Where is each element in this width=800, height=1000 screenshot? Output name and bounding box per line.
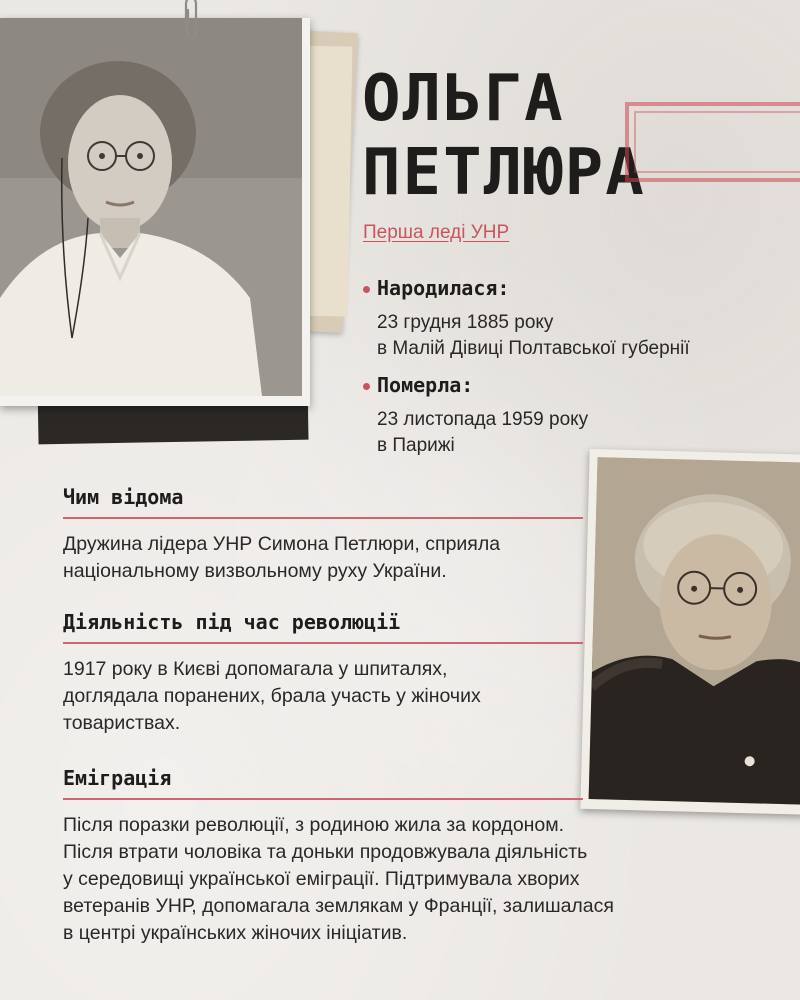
body-line: Дружина лідера УНР Симона Петлюри, сприяла [63, 533, 501, 555]
body-line: доглядала поранених, брала участь у жіночих [63, 685, 481, 707]
stamp-frame-inner [634, 111, 800, 173]
section-known-for [63, 485, 583, 585]
portrait-photo-older [580, 449, 800, 815]
section-divider [63, 642, 583, 644]
section-revolution [63, 610, 583, 737]
body-line: Після втрати чоловіка та доньки продовжувала діяльність [63, 841, 588, 863]
section-body [63, 812, 743, 947]
section-heading: Діяльність під час революції [63, 610, 401, 634]
body-line: в центрі українських жіночих ініціатив. [63, 922, 408, 944]
subtitle: Перша леді УНР [363, 222, 510, 243]
body-line: 1917 року в Києві допомагала у шпиталях, [63, 658, 448, 680]
body-line: Після поразки революції, з родиною жила за кордоном. [63, 814, 565, 836]
body-line: у середовищі української еміграції. Підтримувала хворих [63, 868, 580, 890]
section-heading: Еміграція [63, 766, 172, 790]
section-divider [63, 798, 583, 800]
bullet-icon [363, 383, 370, 390]
paperclip-icon [180, 0, 202, 46]
body-line: ветеранів УНР, допомагала землякам у Франції, залишалася [63, 895, 614, 917]
fact-value-line: в Малій Дівиці Полтавської губернії [377, 338, 690, 359]
fact-value [377, 310, 690, 362]
fact-label: Народилася: [377, 276, 510, 300]
fact-value [377, 407, 588, 459]
body-line: національному визвольному руху України. [63, 560, 447, 582]
section-emigration [63, 766, 614, 947]
title-last-name: ПЕТЛЮРА [362, 136, 646, 210]
fact-label: Померла: [377, 373, 474, 397]
body-line: товариствах. [63, 712, 181, 734]
fact-value-line: в Парижі [377, 435, 455, 456]
fact-value-line: 23 листопада 1959 року [377, 409, 589, 430]
section-body [63, 531, 583, 585]
section-divider [63, 517, 583, 519]
page-title [362, 62, 646, 210]
fact-value-line: 23 грудня 1885 року [377, 312, 554, 333]
bullet-icon [363, 286, 370, 293]
section-body [63, 656, 583, 737]
portrait-photo-young [0, 18, 310, 406]
title-first-name: ОЛЬГА [362, 62, 565, 136]
section-heading: Чим відома [63, 485, 184, 509]
portrait-photo-stack [0, 0, 360, 450]
